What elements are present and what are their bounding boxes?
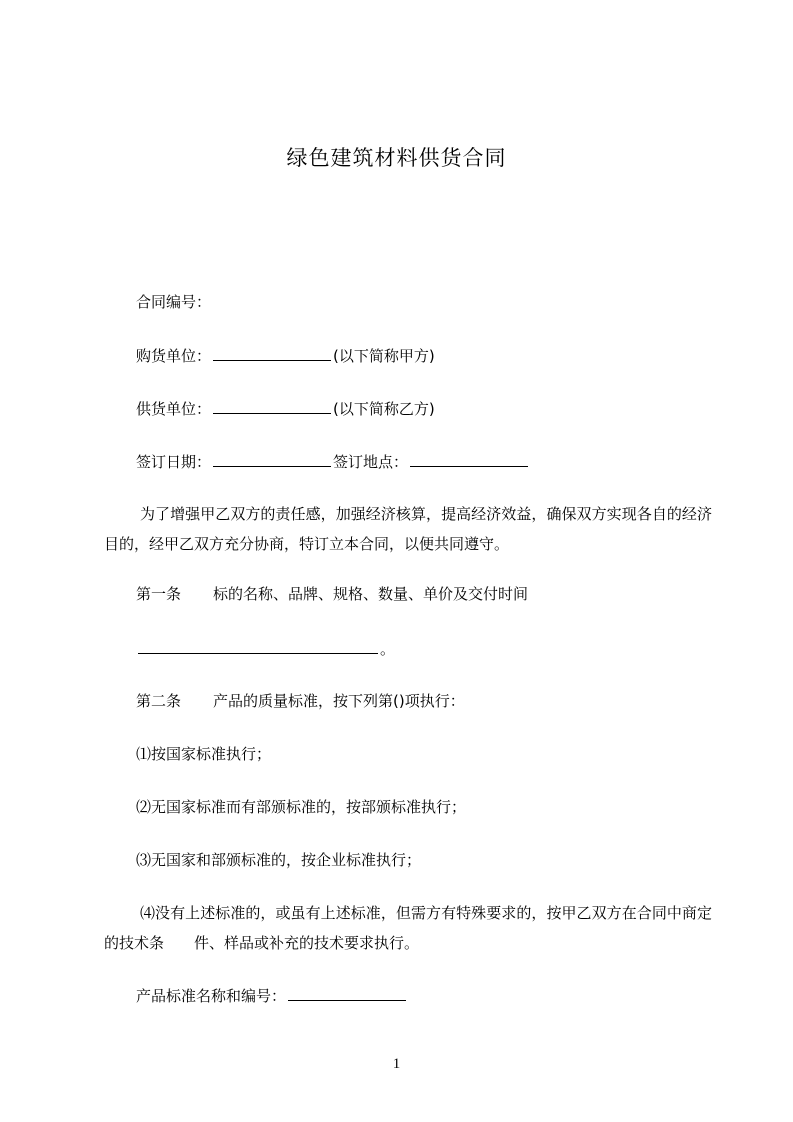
sign-place-blank[interactable] — [410, 451, 528, 467]
article-2 — [136, 691, 465, 711]
sign-place-label: 签订地点： — [333, 453, 409, 471]
contract-number-label: 合同编号： — [136, 293, 212, 311]
sign-date-blank[interactable] — [213, 451, 331, 467]
buyer-label: 购货单位： — [136, 347, 212, 365]
supplier-suffix: (以下简称乙方) — [333, 400, 435, 418]
supplier-label: 供货单位： — [136, 400, 212, 418]
buyer-blank[interactable] — [213, 345, 331, 361]
contract-number-line — [136, 292, 211, 312]
product-standard-label: 产品标准名称和编号： — [136, 987, 287, 1005]
article-2-text: 产品的质量标准，按下列第()项执行： — [213, 692, 465, 710]
standard-item-3: ⑶无国家和部颁标准的，按企业标准执行； — [136, 851, 422, 869]
contract-title: 绿色建筑材料供货合同 — [286, 146, 507, 170]
product-standard-blank[interactable] — [288, 985, 406, 1001]
article-1-text: 标的名称、品牌、规格、数量、单价及交付时间 — [213, 585, 529, 603]
standard-item-2: ⑵无国家标准而有部颁标准的，按部颁标准执行； — [136, 798, 467, 816]
sign-line — [136, 451, 530, 472]
article-1-blank[interactable] — [138, 638, 378, 654]
supplier-blank[interactable] — [213, 398, 331, 414]
product-standard-line — [136, 985, 408, 1006]
buyer-suffix: (以下简称甲方) — [333, 347, 435, 365]
article-1-end-mark: 。 — [380, 640, 396, 658]
buyer-line — [136, 345, 435, 366]
standard-item-1: ⑴按国家标准执行； — [136, 745, 272, 763]
article-1 — [136, 584, 528, 604]
supplier-line — [136, 398, 435, 419]
intro-paragraph: 为了增强甲乙双方的责任感，加强经济核算，提高经济效益，确保双方实现各自的经济目的，经甲乙双方充分协商，特订立本合同，以便共同遵守。 — [104, 505, 712, 553]
page-number: 1 — [392, 1056, 401, 1072]
article-2-number: 第二条 — [136, 692, 182, 710]
article-1-blank-line — [136, 638, 395, 659]
sign-date-label: 签订日期： — [136, 453, 212, 471]
article-1-number: 第一条 — [136, 585, 182, 603]
standard-item-4: ⑷没有上述标准的，或虽有上述标准，但需方有特殊要求的，按甲乙双方在合同中商定的技术条 件、样品或补充的技术要求执行。 — [104, 904, 712, 952]
